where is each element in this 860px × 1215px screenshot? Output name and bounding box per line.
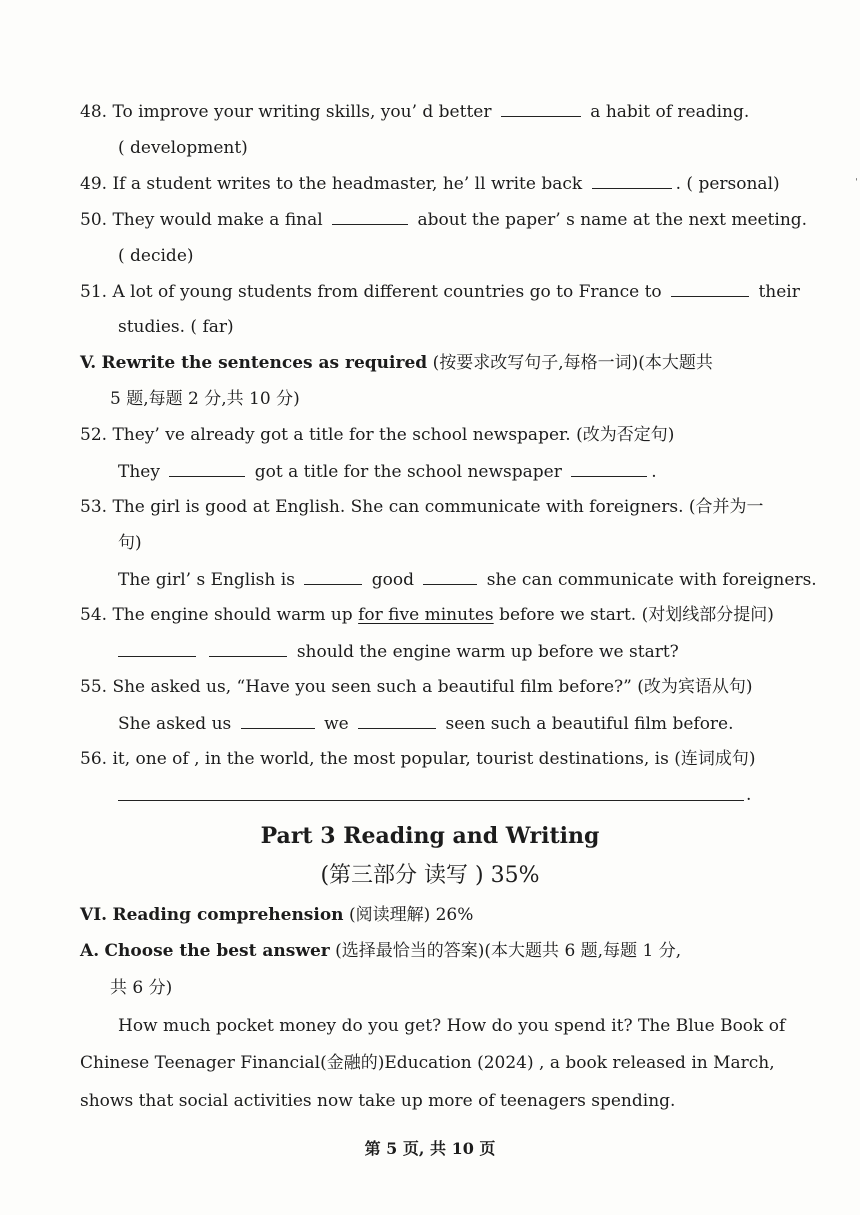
answer-line-period: . <box>746 785 752 805</box>
question-text: . <box>675 174 682 194</box>
question-text: before we start. (对划线部分提问) <box>499 605 774 625</box>
question-text: The girl is good at English. She can communicate with foreigners. (合并为一 <box>112 497 764 517</box>
part-title: Part 3 Reading and Writing <box>260 823 600 849</box>
question-56 <box>80 748 756 770</box>
question-53-cont: 句) <box>118 533 142 553</box>
question-50-hint: ( decide) <box>118 246 194 266</box>
question-text: about the paper’ s name at the next meeting. <box>417 210 808 230</box>
answer-text: got a title for the school newspaper <box>254 462 562 482</box>
underlined-phrase: for five minutes <box>358 605 494 625</box>
passage-line: How much pocket money do you get? How do you spend it? The Blue Book of <box>118 1016 786 1036</box>
question-51 <box>80 280 800 303</box>
section-vi-heading <box>80 904 473 926</box>
question-number: 53. <box>80 497 108 517</box>
section-a-heading-cont: 共 6 分) <box>110 978 173 998</box>
question-text: The engine should warm up <box>112 605 353 625</box>
question-number: 51. <box>80 282 108 302</box>
answer-line[interactable] <box>118 800 744 801</box>
answer-text: . <box>651 462 657 482</box>
question-49 <box>80 172 780 195</box>
question-52-answer <box>118 460 657 483</box>
question-number: 55. <box>80 677 108 697</box>
answer-blank[interactable] <box>423 568 477 585</box>
section-v-heading <box>80 352 713 374</box>
margin-mark: ˈ <box>855 178 858 189</box>
answer-blank[interactable] <box>332 208 408 225</box>
section-label: VI. <box>80 905 108 925</box>
question-52 <box>80 424 674 446</box>
question-54 <box>80 604 774 626</box>
answer-text: seen such a beautiful film before. <box>445 714 734 734</box>
page-footer: 第 5 页, 共 10 页 <box>364 1139 496 1158</box>
section-title: Reading comprehension <box>112 905 344 925</box>
section-label: A. <box>80 941 100 961</box>
question-53-answer <box>118 568 817 591</box>
question-text: She asked us, “Have you seen such a beautiful film before?” (改为宾语从句) <box>112 677 753 697</box>
hint-text: ( personal) <box>686 174 780 194</box>
question-text: it, one of , in the world, the most popular, tourist destinations, is (连词成句) <box>112 749 756 769</box>
question-text: They’ ve already got a title for the school newspaper. (改为否定句) <box>112 425 675 445</box>
question-53 <box>80 496 764 518</box>
question-text: their <box>758 282 800 302</box>
answer-blank[interactable] <box>169 460 245 477</box>
section-a-heading <box>80 940 681 962</box>
answer-blank[interactable] <box>209 640 287 657</box>
question-54-answer <box>118 640 679 663</box>
answer-blank[interactable] <box>571 460 647 477</box>
section-title: Rewrite the sentences as required <box>101 353 428 373</box>
section-instructions: (按要求改写句子,每格一词)(本大题共 <box>432 353 713 373</box>
answer-text: should the engine warm up before we start? <box>296 642 679 662</box>
answer-blank[interactable] <box>118 640 196 657</box>
question-55-answer <box>118 712 734 735</box>
passage-line: shows that social activities now take up more of teenagers spending. <box>80 1091 676 1111</box>
section-title: Choose the best answer <box>104 941 330 961</box>
question-55 <box>80 676 753 698</box>
question-text: To improve your writing skills, you’ d better <box>112 102 492 122</box>
question-text: a habit of reading. <box>590 102 750 122</box>
answer-blank[interactable] <box>501 100 581 117</box>
question-number: 56. <box>80 749 108 769</box>
section-instructions: (阅读理解) 26% <box>348 905 474 925</box>
answer-blank[interactable] <box>592 172 672 189</box>
question-number: 49. <box>80 174 108 194</box>
question-48 <box>80 100 749 123</box>
section-v-heading-cont: 5 题,每题 2 分,共 10 分) <box>110 389 300 409</box>
question-number: 52. <box>80 425 108 445</box>
section-instructions: (选择最恰当的答案)(本大题共 6 题,每题 1 分, <box>335 941 682 961</box>
answer-text: we <box>324 714 349 734</box>
part-subtitle: (第三部分 读写 ) 35% <box>320 863 540 888</box>
answer-text: she can communicate with foreigners. <box>486 570 817 590</box>
answer-text: They <box>118 462 160 482</box>
question-number: 48. <box>80 102 108 122</box>
question-number: 54. <box>80 605 108 625</box>
question-text: A lot of young students from different countries go to France to <box>112 282 662 302</box>
question-48-hint: ( development) <box>118 138 248 158</box>
question-51-cont: studies. ( far) <box>118 317 234 337</box>
question-50 <box>80 208 807 231</box>
answer-text: good <box>371 570 414 590</box>
answer-blank[interactable] <box>358 712 436 729</box>
answer-text: The girl’ s English is <box>118 570 295 590</box>
question-text: They would make a final <box>112 210 323 230</box>
answer-text: She asked us <box>118 714 232 734</box>
question-number: 50. <box>80 210 108 230</box>
answer-blank[interactable] <box>304 568 362 585</box>
answer-blank[interactable] <box>241 712 315 729</box>
answer-blank[interactable] <box>671 280 749 297</box>
question-text: If a student writes to the headmaster, he’ ll write back <box>112 174 583 194</box>
passage-line: Chinese Teenager Financial(金融的)Education (2024) , a book released in March, <box>80 1053 775 1073</box>
section-label: V. <box>80 353 97 373</box>
